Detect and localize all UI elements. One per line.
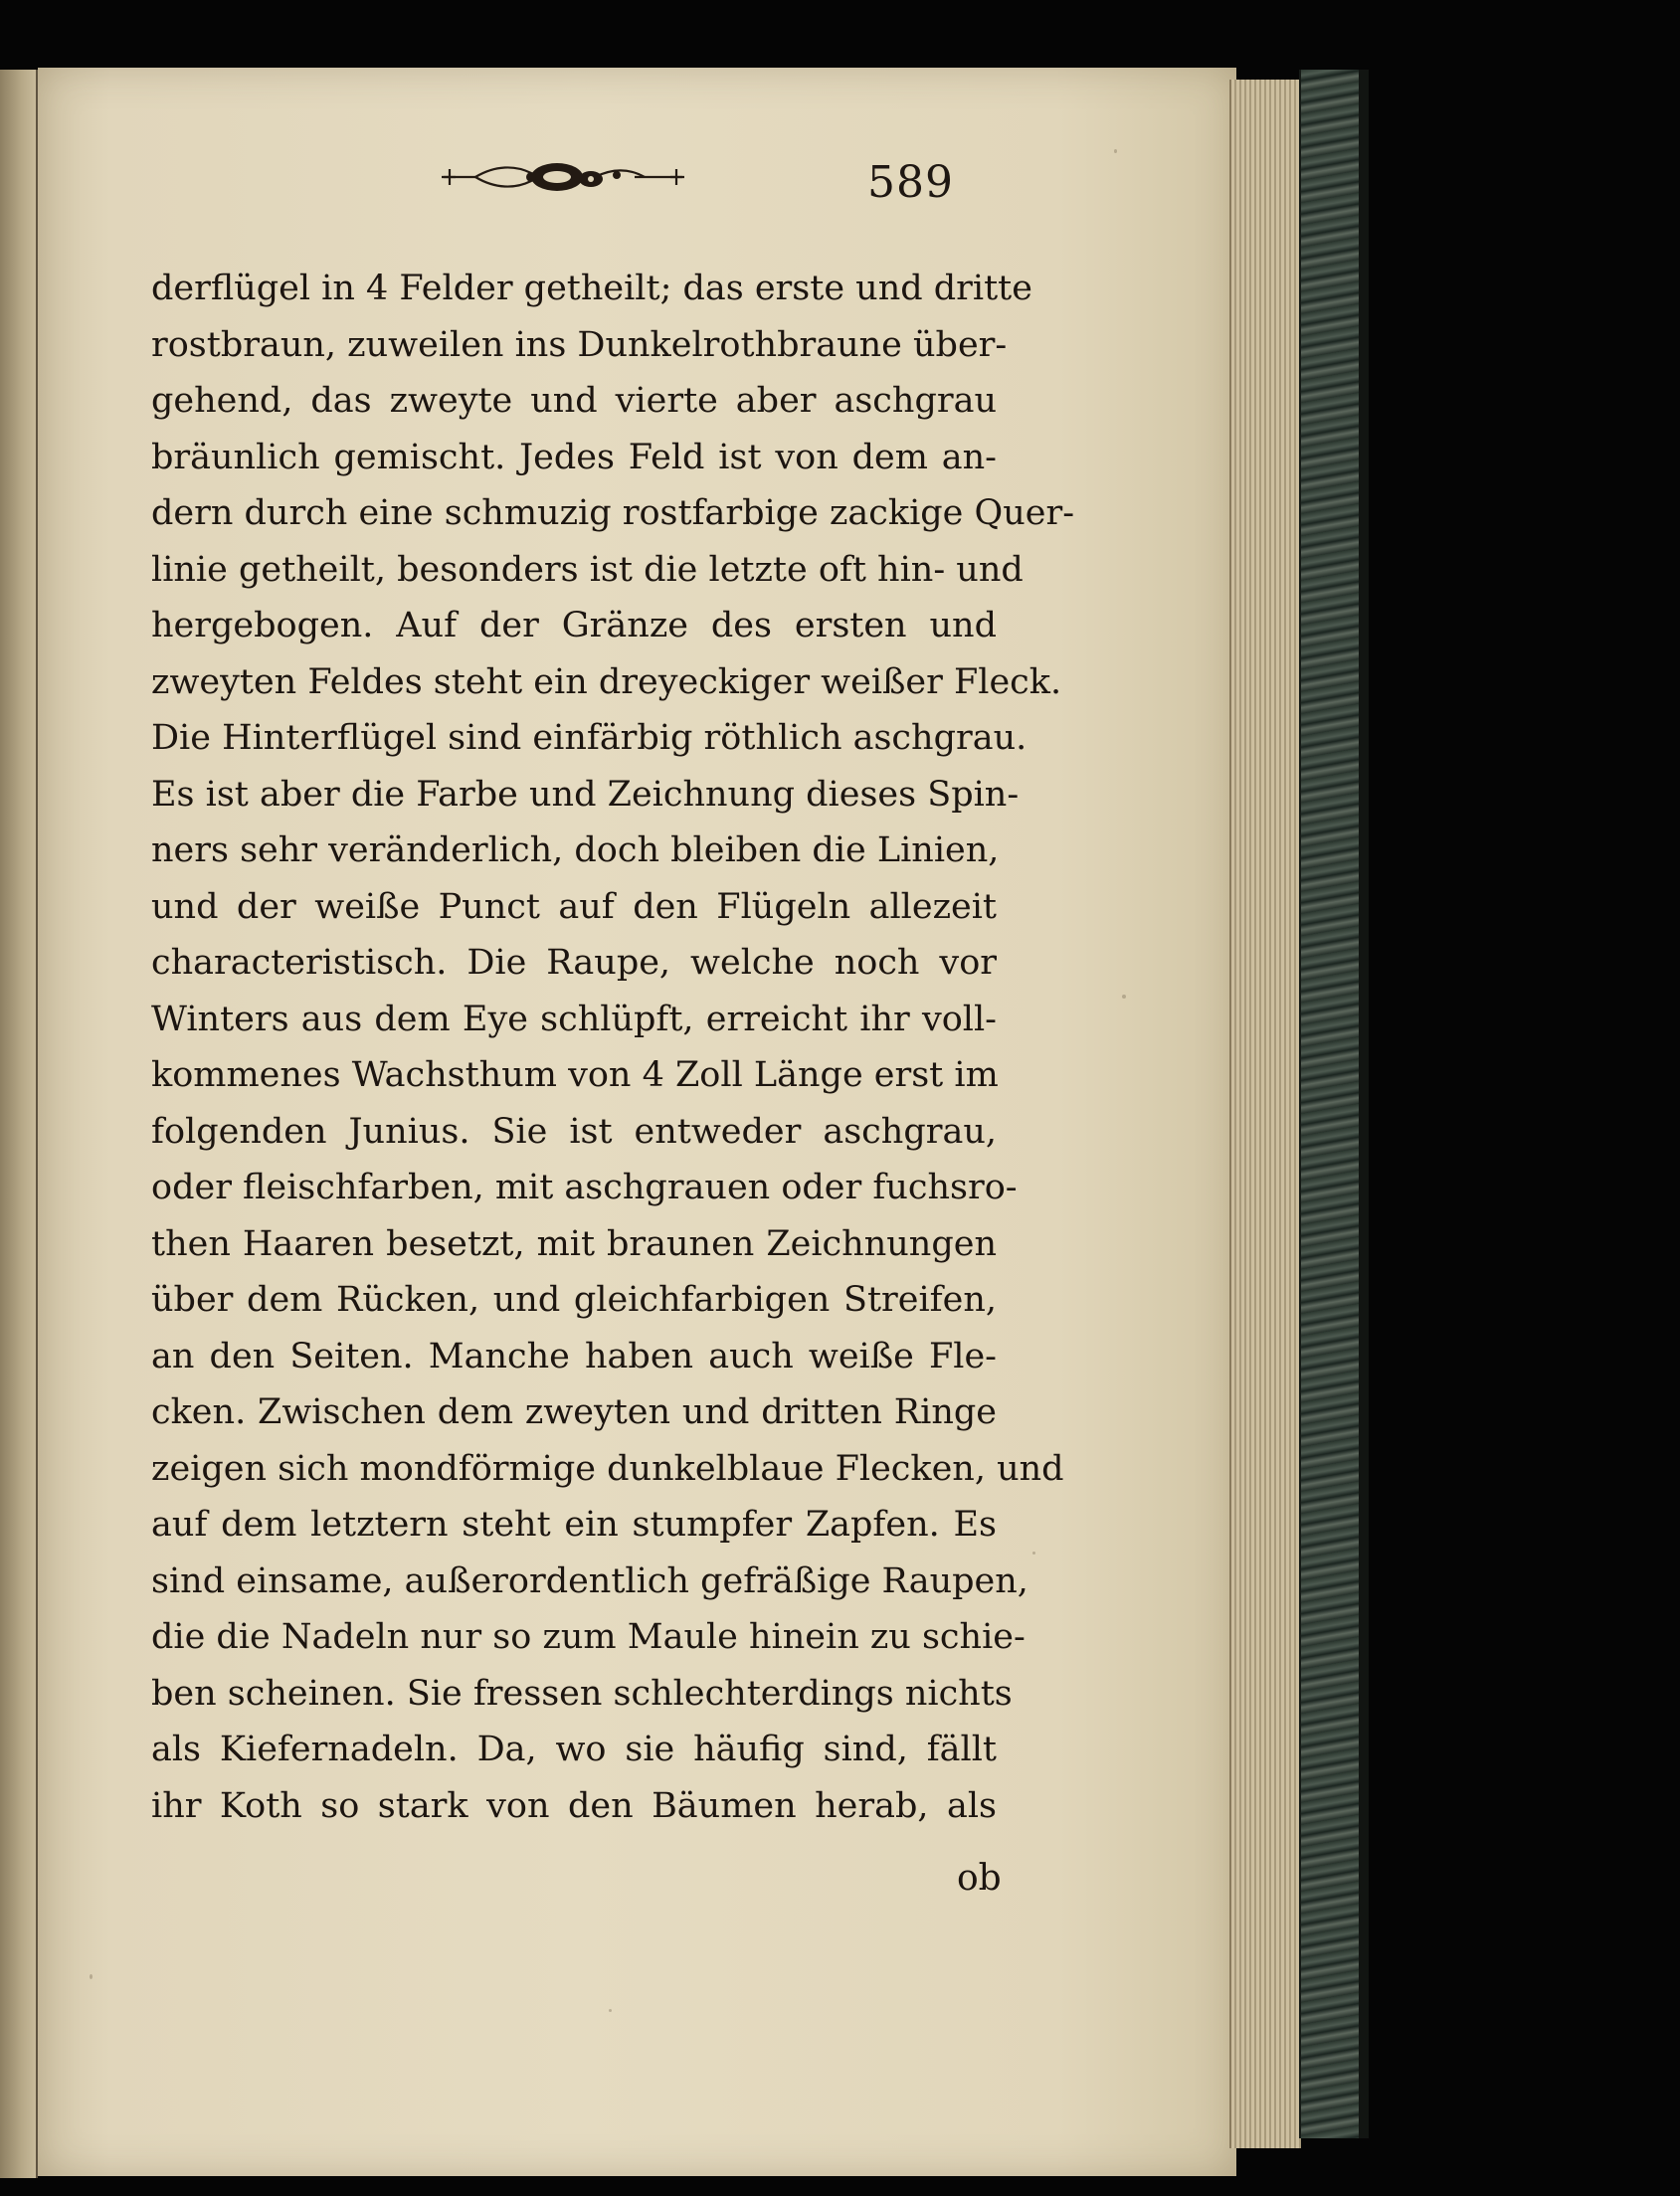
text-line: auf dem letztern steht ein stumpfer Zapfen. Es bbox=[151, 1505, 997, 1545]
marbled-cover bbox=[1299, 70, 1361, 2138]
text-line: cken. Zwischen dem zweyten und dritten Ringe bbox=[151, 1392, 997, 1432]
text-line: ners sehr veränderlich, doch bleiben die Linien, bbox=[151, 830, 1000, 870]
text-line: rostbraun, zuweilen ins Dunkelrothbraune über- bbox=[151, 324, 1008, 365]
header-ornament-icon bbox=[436, 157, 696, 197]
text-line: bräunlich gemischt. Jedes Feld ist von dem an- bbox=[151, 437, 997, 477]
text-line: characteristisch. Die Raupe, welche noch vor bbox=[151, 943, 997, 983]
text-line: ben scheinen. Sie fressen schlechterdings nichts bbox=[151, 1673, 1013, 1714]
text-line: hergebogen. Auf der Gränze des ersten und bbox=[151, 606, 997, 645]
catchword: ob bbox=[957, 1858, 1002, 1899]
text-line: an den Seiten. Manche haben auch weiße Fle- bbox=[151, 1336, 997, 1376]
text-line: gehend, das zweyte und vierte aber aschgrau bbox=[151, 381, 997, 421]
text-line: dern durch eine schmuzig rostfarbige zackige Quer- bbox=[151, 493, 1075, 533]
text-line: oder fleischfarben, mit aschgrauen oder fuchsro- bbox=[151, 1168, 1018, 1207]
text-line: kommenes Wachsthum von 4 Zoll Länge erst im bbox=[151, 1055, 999, 1095]
text-line: folgenden Junius. Sie ist entweder aschgrau, bbox=[151, 1111, 997, 1152]
text-line: derflügel in 4 Felder getheilt; das erste und dritte bbox=[151, 269, 1032, 308]
text-line: als Kiefernadeln. Da, wo sie häufig sind, fällt bbox=[151, 1730, 997, 1769]
text-line: linie getheilt, besonders ist die letzte oft hin- und bbox=[151, 549, 1024, 590]
text-line: then Haaren besetzt, mit braunen Zeichnungen bbox=[151, 1223, 997, 1264]
text-line: Die Hinterflügel sind einfärbig röthlich aschgrau. bbox=[151, 718, 1027, 758]
text-line: die die Nadeln nur so zum Maule hinein zu schie- bbox=[151, 1617, 1026, 1657]
body-text bbox=[151, 261, 1075, 1834]
text-line: Es ist aber die Farbe und Zeichnung dieses Spin- bbox=[151, 774, 1020, 815]
text-line: sind einsame, außerordentlich gefräßige Raupen, bbox=[151, 1560, 1028, 1601]
text-line: ihr Koth so stark von den Bäumen herab, als bbox=[151, 1785, 997, 1826]
page-stack-edges bbox=[1229, 80, 1301, 2148]
text-line: über dem Rücken, und gleichfarbigen Streifen, bbox=[151, 1280, 997, 1320]
text-line: zeigen sich mondförmige dunkelblaue Flecken, und bbox=[151, 1448, 1064, 1489]
text-line: Winters aus dem Eye schlüpft, erreicht ihr voll- bbox=[151, 999, 997, 1039]
cover-edge bbox=[1359, 70, 1369, 2138]
previous-page-edge bbox=[0, 70, 38, 2178]
text-line: und der weiße Punct auf den Flügeln allezeit bbox=[151, 886, 997, 927]
text-line: zweyten Feldes steht ein dreyeckiger weißer Fleck. bbox=[151, 661, 1062, 702]
page-number: 589 bbox=[867, 157, 954, 208]
